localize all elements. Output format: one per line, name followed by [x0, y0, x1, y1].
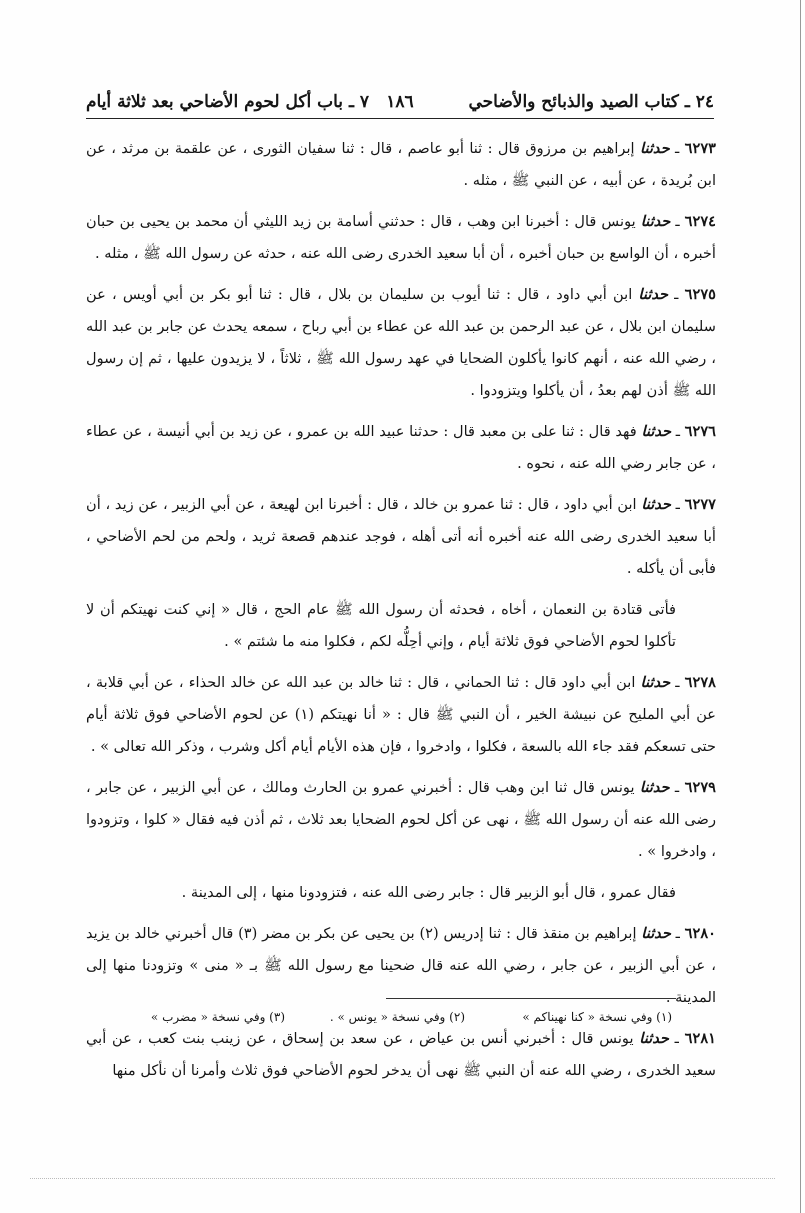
- footnote-2: (٢) وفي نسخة « يونس » .: [329, 1010, 465, 1024]
- hadith-number: ٦٢٧٨: [684, 674, 717, 691]
- hadith-text: فقال عمرو ، قال أبو الزبير قال : جابر رضى الله عنه ، فتزودونا منها ، إلى المدينة .: [181, 884, 676, 901]
- footnotes: [100, 1010, 700, 1036]
- narration-keyword: حدثنا: [638, 286, 669, 303]
- hadith-6273: ٦٢٧٣ ـ حدثنا إبراهيم بن مرزوق قال : ثنا أبو عاصم ، قال : ثنا سفيان الثورى ، عن علقمة بن مرثد ، عن ابن بُريدة ، عن أبيه ، عن النبي ﷺ ، مثله .: [86, 140, 716, 189]
- hadith-continuation: [86, 594, 716, 658]
- hadith-text: ابن أبي داود ، قال : ثنا أيوب بن سليمان بن بلال ، قال : ثنا أبو بكر بن أبي أويس ، عن سليمان ابن بلال ، عن عبد الرحمن بن عبد الله عن عطاء بن أبي رباح ، سمعه يحدث عن جابر بن عبد الله ، رضي الله عنه ، أنهم كانوا يأكلون الضحايا في عهد رسول الله ﷺ ، ثلاثاً ، لا يزيدون عليها ، ثم إن رسول الله ﷺ أذن لهم بعدُ ، أن يأكلوا ويتزودوا .: [86, 286, 716, 399]
- hadith-6274: ٦٢٧٤ ـ حدثنا يونس قال : أخبرنا ابن وهب ، قال : حدثني أسامة بن زيد الليثي أن محمد بن يحيى بن حبان أخبره ، أن الواسع بن حبان أخبره ، أن أبا سعيد الخدرى رضى الله عنه ، حدثه عن رسول الله ﷺ ، مثله .: [86, 213, 716, 262]
- hadith-number: ٦٢٧٧: [684, 496, 717, 513]
- narration-keyword: حدثنا: [641, 925, 671, 942]
- hadith-text: إبراهيم بن مرزوق قال : ثنا أبو عاصم ، قال : ثنا سفيان الثورى ، عن علقمة بن مرثد ، عن ابن بُريدة ، عن أبيه ، عن النبي ﷺ ، مثله .: [86, 140, 716, 189]
- hadith-6280: ٦٢٨٠ ـ حدثنا إبراهيم بن منقذ قال : ثنا إدريس (٢) بن يحيى عن بكر بن مضر (٣) قال أخبرني خالد بن يزيد ، عن أبي الزبير ، عن جابر ، رضي الله عنه قال ضحينا مع رسول الله ﷺ بـ « منى » وتزودنا منها إلى المدينة .: [86, 925, 716, 1006]
- hadith-text: ابن أبي داود ، قال : ثنا عمرو بن خالد ، قال : أخبرنا ابن لهيعة ، عن أبي الزبير ، عن زيد ، أن أبا سعيد الخدرى رضى الله عنه أخبره أنه أتى أهله ، فوجد عندهم قصعة ثريد ، ولحم من لحم الأضاحي ، فأبى أن يأكله .: [86, 496, 716, 577]
- hadith-text: يونس قال : أخبرني أنس بن عياض ، عن سعد بن إسحاق ، عن زينب بنت كعب ، عن أبي سعيد الخدرى ، رضي الله عنه أن النبي ﷺ نهى أن يدخر لحوم الأضاحي فوق ثلاث وأمرنا أن نأكل منها: [86, 1030, 716, 1079]
- narration-keyword: حدثنا: [640, 213, 671, 230]
- hadith-number: ٦٢٨١: [684, 1030, 717, 1047]
- narration-keyword: حدثنا: [640, 140, 670, 157]
- hadith-continuation: [86, 877, 716, 909]
- hadith-number: ٦٢٨٠: [684, 925, 716, 942]
- footnote-3: (٣) وفي نسخة « مضرب »: [150, 1010, 285, 1024]
- page-number: ١٨٦: [386, 92, 414, 112]
- hadith-text: ابن أبي داود قال : ثنا الحماني ، قال : ثنا خالد بن عبد الله عن خالد الحذاء ، عن أبي قلابة ، عن أبي المليح عن نبيشة الخير ، أن النبي ﷺ قال : « أنا نهيتكم (١) عن لحوم الأضاحي فوق ثلاثة أيام حتى تسعكم فقد جاء الله بالسعة ، فكلوا ، وادخروا ، فإن هذه الأيام أيام أكل وشرب ، وذكر الله تعالى » .: [86, 674, 717, 755]
- scan-bottom-edge: [30, 1178, 775, 1179]
- hadith-6276: ٦٢٧٦ ـ حدثنا فهد قال : ثنا على بن معبد قال : حدثنا عبيد الله بن عمرو ، عن زيد بن أبي أنيسة ، عن عطاء ، عن جابر رضي الله عنه ، نحوه .: [86, 423, 717, 472]
- narration-keyword: حدثنا: [640, 674, 671, 691]
- hadith-number: ٦٢٧٥: [684, 286, 716, 303]
- running-header: [86, 88, 714, 116]
- narration-keyword: حدثنا: [639, 779, 670, 796]
- hadith-6275: ٦٢٧٥ ـ حدثنا ابن أبي داود ، قال : ثنا أيوب بن سليمان بن بلال ، قال : ثنا أبو بكر بن أبي أويس ، عن سليمان ابن بلال ، عن عبد الرحمن بن عبد الله عن عطاء بن أبي رباح ، سمعه يحدث عن جابر بن عبد الله ، رضي الله عنه ، أنهم كانوا يأكلون الضحايا في عهد رسول الله ﷺ ، ثلاثاً ، لا يزيدون عليها ، ثم إن رسول الله ﷺ أذن لهم بعدُ ، أن يأكلوا ويتزودوا .: [86, 286, 716, 399]
- scan-right-edge: [800, 0, 801, 1213]
- hadith-text: يونس قال : أخبرنا ابن وهب ، قال : حدثني أسامة بن زيد الليثي أن محمد بن يحيى بن حبان أخبره ، أن الواسع بن حبان أخبره ، أن أبا سعيد الخدرى رضى الله عنه ، حدثه عن رسول الله ﷺ ، مثله .: [86, 213, 716, 262]
- hadith-text: إبراهيم بن منقذ قال : ثنا إدريس (٢) بن يحيى عن بكر بن مضر (٣) قال أخبرني خالد بن يزيد ، عن أبي الزبير ، عن جابر ، رضي الله عنه قال ضحينا مع رسول الله ﷺ بـ « منى » وتزودنا منها إلى المدينة .: [86, 925, 716, 1006]
- narration-keyword: حدثنا: [639, 1030, 669, 1047]
- hadith-number: ٦٢٧٦: [684, 423, 717, 440]
- hadith-number: ٦٢٧٣: [684, 140, 716, 157]
- hadith-6279: ٦٢٧٩ ـ حدثنا يونس قال ثنا ابن وهب قال : أخبرني عمرو بن الحارث ومالك ، عن أبي الزبير ، عن جابر ، رضى الله عنه أن رسول الله ﷺ ، نهى عن أكل لحوم الضحايا بعد ثلاث ، ثم أذن فيه فقال « كلوا ، وتزودوا ، وادخروا » .: [86, 779, 716, 860]
- hadith-text: فهد قال : ثنا على بن معبد قال : حدثنا عبيد الله بن عمرو ، عن زيد بن أبي أنيسة ، عن عطاء ، عن جابر رضي الله عنه ، نحوه .: [86, 423, 716, 472]
- header-rule: [86, 118, 714, 119]
- hadith-6281: ٦٢٨١ ـ حدثنا يونس قال : أخبرني أنس بن عياض ، عن سعد بن إسحاق ، عن زينب بنت كعب ، عن أبي سعيد الخدرى ، رضي الله عنه أن النبي ﷺ نهى أن يدخر لحوم الأضاحي فوق ثلاث وأمرنا أن نأكل منها: [86, 1030, 717, 1079]
- hadith-number: ٦٢٧٩: [684, 779, 716, 796]
- footnote-rule: [386, 998, 676, 999]
- hadith-text: يونس قال ثنا ابن وهب قال : أخبرني عمرو بن الحارث ومالك ، عن أبي الزبير ، عن جابر ، رضى الله عنه أن رسول الله ﷺ ، نهى عن أكل لحوم الضحايا بعد ثلاث ، ثم أذن فيه فقال « كلوا ، وتزودوا ، وادخروا » .: [86, 779, 716, 860]
- hadith-number: ٦٢٧٤: [684, 213, 716, 230]
- book-title: ٢٤ ـ كتاب الصيد والذبائح والأضاحي: [468, 92, 714, 112]
- narration-keyword: حدثنا: [641, 423, 672, 440]
- footnote-1: (١) وفي نسخة « كنا نهيناكم »: [522, 1010, 672, 1024]
- hadith-body: [86, 133, 716, 1096]
- narration-keyword: حدثنا: [641, 496, 671, 513]
- hadith-6278: ٦٢٧٨ ـ حدثنا ابن أبي داود قال : ثنا الحماني ، قال : ثنا خالد بن عبد الله عن خالد الحذاء ، عن أبي قلابة ، عن أبي المليح عن نبيشة الخير ، أن النبي ﷺ قال : « أنا نهيتكم (١) عن لحوم الأضاحي فوق ثلاثة أيام حتى تسعكم فقد جاء الله بالسعة ، فكلوا ، وادخروا ، فإن هذه الأيام أيام أكل وشرب ، وذكر الله تعالى » .: [86, 674, 717, 755]
- chapter-title: ٧ ـ باب أكل لحوم الأضاحي بعد ثلاثة أيام: [86, 92, 369, 112]
- hadith-6277: ٦٢٧٧ ـ حدثنا ابن أبي داود ، قال : ثنا عمرو بن خالد ، قال : أخبرنا ابن لهيعة ، عن أبي الزبير ، عن زيد ، أن أبا سعيد الخدرى رضى الله عنه أخبره أنه أتى أهله ، فوجد عندهم قصعة ثريد ، ولحم من لحم الأضاحي ، فأبى أن يأكله .: [86, 496, 717, 577]
- hadith-text: فأتى قتادة بن النعمان ، أخاه ، فحدثه أن رسول الله ﷺ عام الحج ، قال « إني كنت نهيتكم أن لا تأكلوا لحوم الأضاحي فوق ثلاثة أيام ، وإني أحِلُّه لكم ، فكلوا منه ما شئتم » .: [86, 601, 676, 650]
